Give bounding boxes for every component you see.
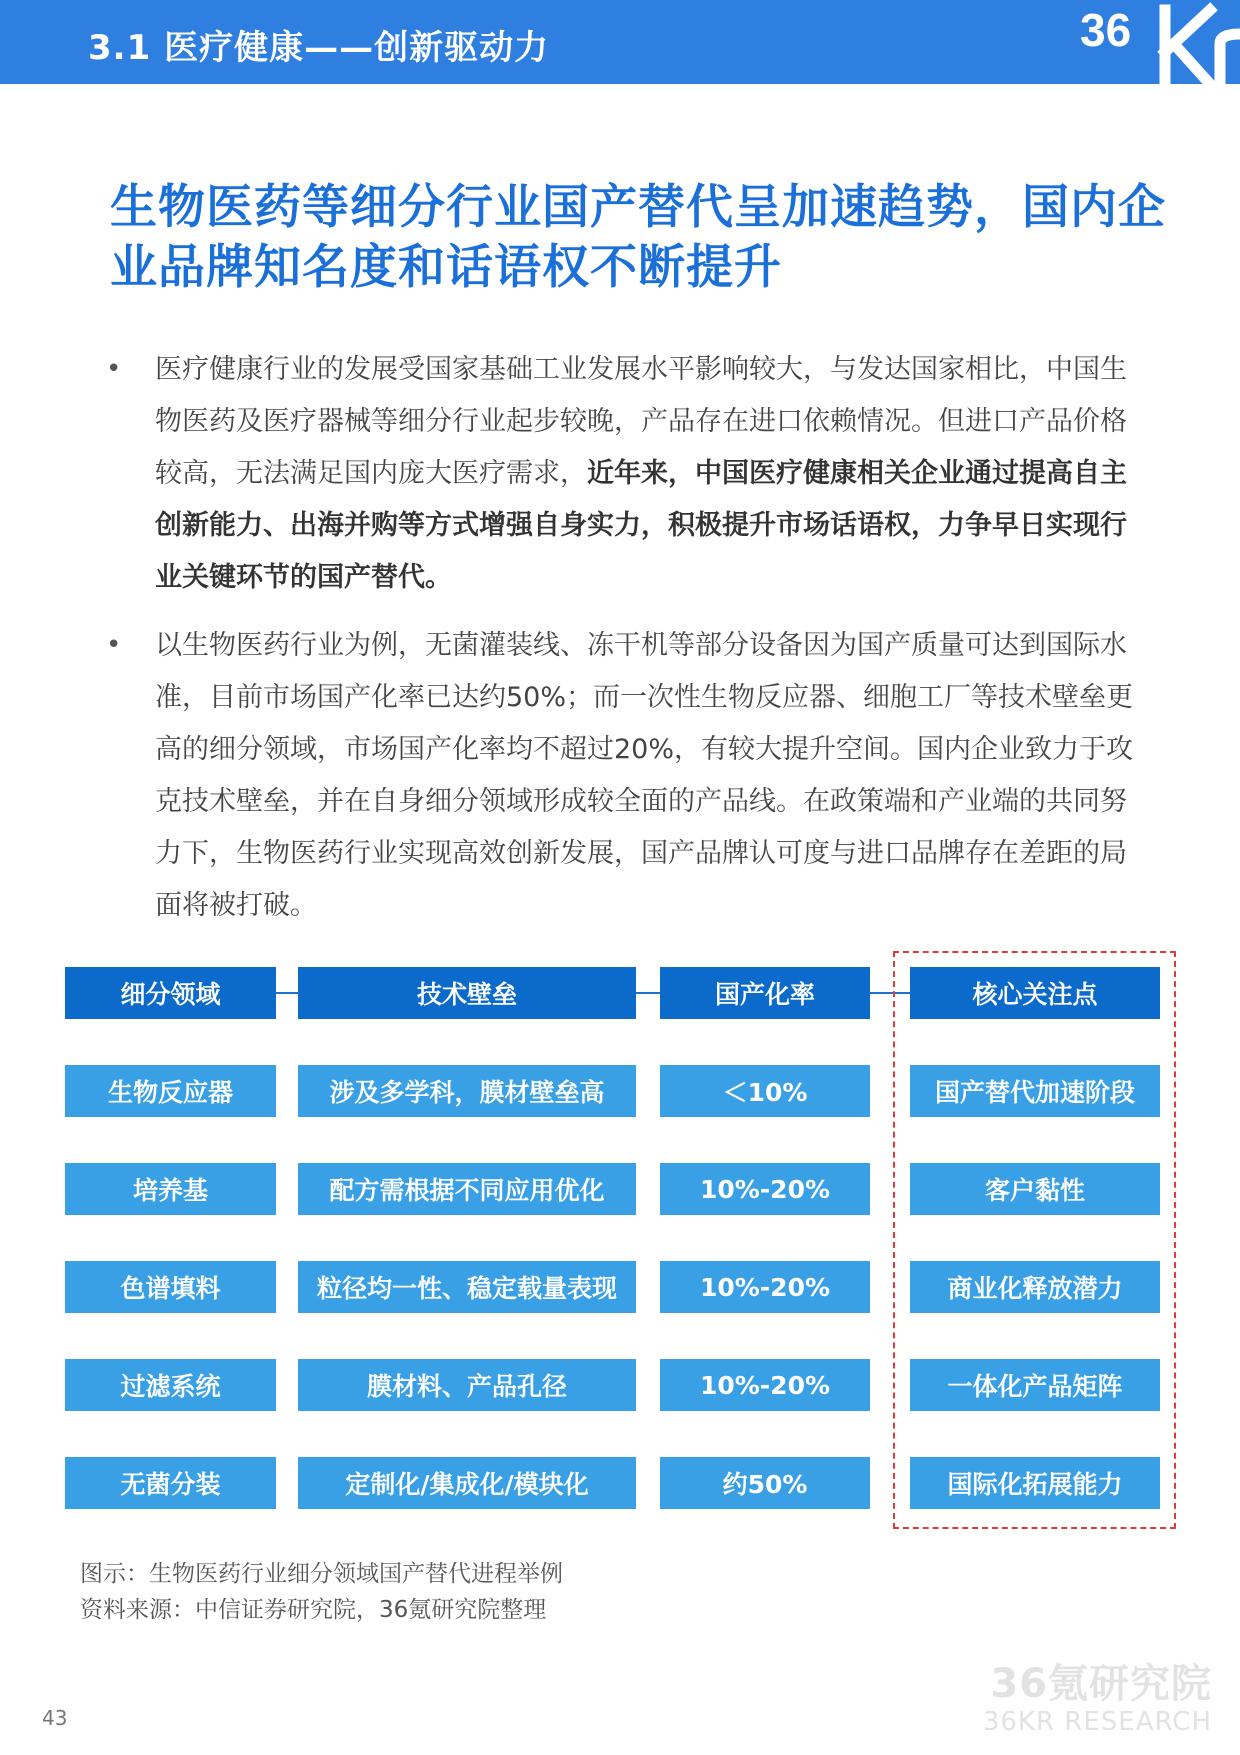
page-number: 43 — [42, 1706, 68, 1730]
table-cell: 约50% — [660, 1457, 870, 1509]
table-cell: 国际化拓展能力 — [910, 1457, 1160, 1509]
table-cell: 生物反应器 — [65, 1065, 276, 1117]
table-cell: 膜材料、产品孔径 — [298, 1359, 636, 1411]
bullet-dot: • — [106, 630, 122, 660]
table-cell: 一体化产品矩阵 — [910, 1359, 1160, 1411]
table-cell: ＜10% — [660, 1065, 870, 1117]
table-cell: 定制化/集成化/模块化 — [298, 1457, 636, 1509]
table-cell: 色谱填料 — [65, 1261, 276, 1313]
headline: 生物医药等细分行业国产替代呈加速趋势，国内企业品牌知名度和话语权不断提升 — [110, 180, 1166, 295]
table-cell: 10%-20% — [660, 1261, 870, 1313]
figure-caption: 图示：生物医药行业细分领域国产替代进程举例 — [80, 1561, 563, 1587]
table-cell: 培养基 — [65, 1163, 276, 1215]
table-cell: 10%-20% — [660, 1359, 870, 1411]
table-cell: 10%-20% — [660, 1163, 870, 1215]
connector-line — [276, 992, 298, 994]
header-bar — [0, 0, 1240, 84]
connector-line — [636, 992, 660, 994]
table-cell: 商业化释放潜力 — [910, 1261, 1160, 1313]
watermark-en: 36KR RESEARCH — [982, 1707, 1212, 1737]
table-cell: 无菌分装 — [65, 1457, 276, 1509]
section-title: 3.1 医疗健康——创新驱动力 — [88, 28, 550, 68]
36kr-logo — [1070, 0, 1240, 84]
table-header-cell: 技术壁垒 — [298, 967, 636, 1019]
paragraph-1-bold: 近年来，中国医疗健康相关企业通过提高自主创新能力、出海并购等方式增强自身实力，积极提升市场话语权，力争早日实现行业关键环节的国产替代。 — [155, 458, 1127, 593]
source-note: 资料来源：中信证券研究院，36氪研究院整理 — [80, 1597, 547, 1623]
table-cell: 国产替代加速阶段 — [910, 1065, 1160, 1117]
table-header-cell: 国产化率 — [660, 967, 870, 1019]
table-header-cell: 核心关注点 — [910, 967, 1160, 1019]
table-cell: 粒径均一性、稳定载量表现 — [298, 1261, 636, 1313]
paragraph-2: 以生物医药行业为例，无菌灌装线、冻干机等部分设备因为国产质量可达到国际水准，目前市场国产化率已达约50%；而一次性生物反应器、细胞工厂等技术壁垒更高的细分领域，市场国产化率均不超过20%，有较大提升空间。国内企业致力于攻克技术壁垒，并在自身细分领域形成较全面的产品线。在政策端和产业端的共同努力下，生物医药行业实现高效创新发展，国产品牌认可度与进口品牌存在差距的局面将被打破。 — [155, 630, 1134, 921]
table-cell: 涉及多学科，膜材壁垒高 — [298, 1065, 636, 1117]
highlight-dashed-box — [893, 951, 1176, 1529]
table-cell: 过滤系统 — [65, 1359, 276, 1411]
watermark-cn: 36氪研究院 — [990, 1661, 1212, 1707]
table-header-cell: 细分领域 — [65, 967, 276, 1019]
paragraph-1-normal: 医疗健康行业的发展受国家基础工业发展水平影响较大，与发达国家相比，中国生物医药及医疗器械等细分行业起步较晚，产品存在进口依赖情况。但进口产品价格较高，无法满足国内庞大医疗需求， — [155, 354, 1127, 489]
watermark — [983, 1652, 1212, 1737]
table-cell: 配方需根据不同应用优化 — [298, 1163, 636, 1215]
bullet-dot: • — [106, 354, 122, 384]
logo-text-36: 36 — [1080, 4, 1132, 56]
paragraph-1 — [155, 344, 1145, 604]
table-cell: 客户黏性 — [910, 1163, 1160, 1215]
